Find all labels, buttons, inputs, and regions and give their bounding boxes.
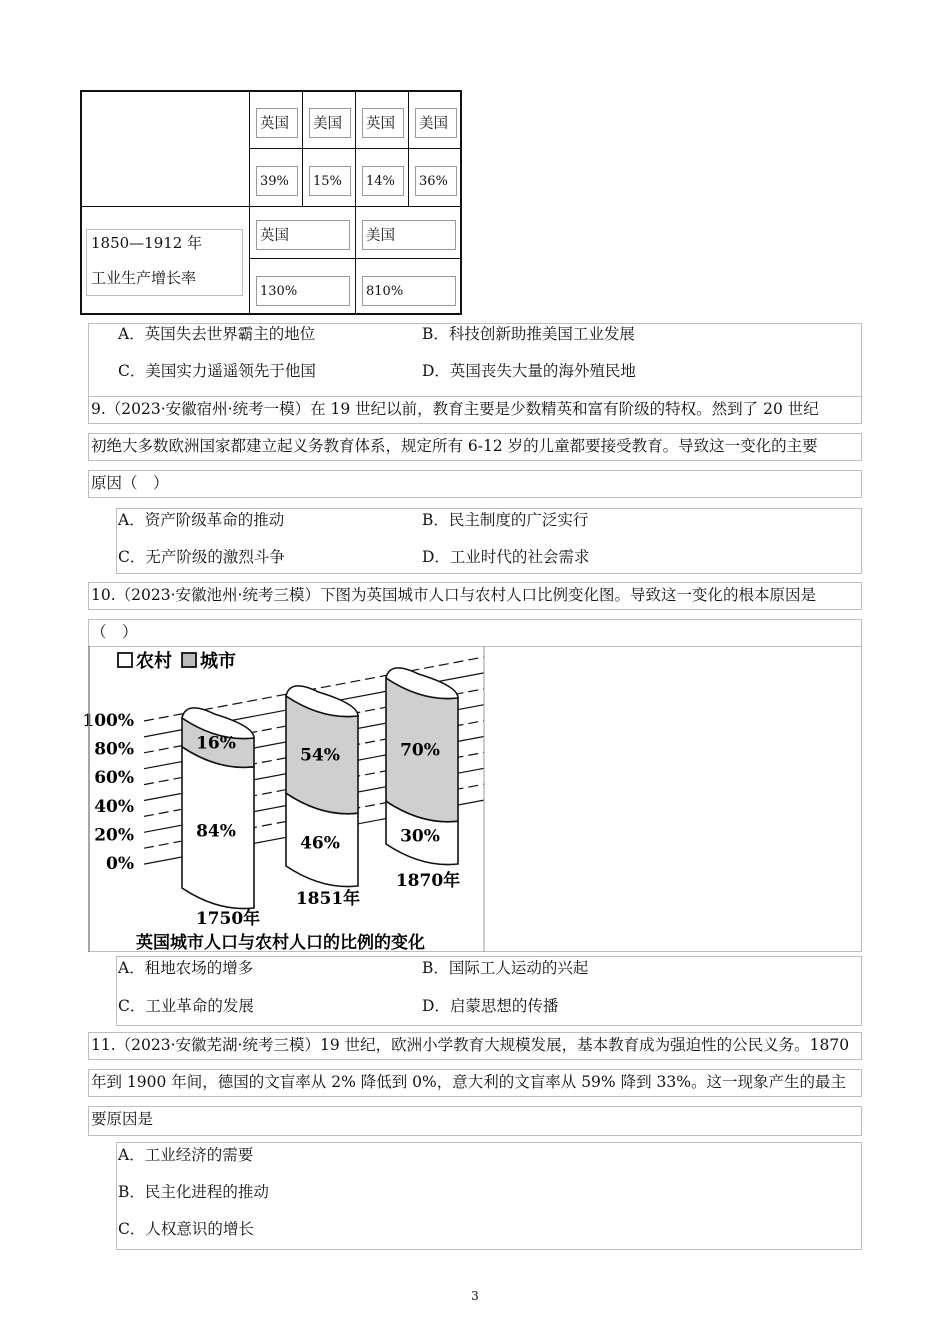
q11-stem-line2: 年到 1900 年间，德国的文盲率从 2% 降低到 0%，意大利的文盲率从 59% 降到 33%。这一现象产生的最主 xyxy=(91,1073,846,1091)
q11-line3-box xyxy=(88,1106,862,1136)
header-country-2: 美国 xyxy=(309,108,351,138)
bar-label-rural: 46% xyxy=(300,833,340,854)
q9-line3-box xyxy=(88,470,862,498)
cylinder-bar-2 xyxy=(286,686,360,909)
q8-option-b[interactable]: B．科技创新助推美国工业发展 xyxy=(422,325,635,343)
page-number: 3 xyxy=(471,1289,479,1303)
q10-option-b[interactable]: B．国际工人运动的兴起 xyxy=(422,959,589,977)
header-share-2: 15% xyxy=(309,166,351,196)
y-tick-label: 20% xyxy=(94,825,134,846)
y-tick-label: 100% xyxy=(82,711,134,731)
q10-stem-line1: 10.（2023·安徽池州·统考三模）下图为英国城市人口与农村人口比例变化图。导致这一变化的根本原因是 xyxy=(91,586,816,604)
header-share-1: 39% xyxy=(256,166,298,196)
chart-title: 英国城市人口与农村人口的比例的变化 xyxy=(136,933,425,953)
q11-option-a[interactable]: A．工业经济的需要 xyxy=(118,1146,254,1164)
q11-stem-line3: 要原因是 xyxy=(91,1110,154,1128)
category-label: 1851年 xyxy=(295,889,361,909)
q10-line2-box xyxy=(88,619,862,647)
q11-option-b[interactable]: B．民主化进程的推动 xyxy=(118,1183,269,1201)
y-tick-label: 40% xyxy=(94,796,134,817)
q9-stem-line1: 9.（2023·安徽宿州·统考一模）在 19 世纪以前，教育主要是少数精英和富有阶级的特权。然到了 20 世纪 xyxy=(91,400,819,418)
q9-option-d[interactable]: D．工业时代的社会需求 xyxy=(422,548,590,566)
y-tick-label: 60% xyxy=(94,768,134,789)
growth-value-us: 810% xyxy=(362,276,456,306)
row-label-line1: 1850—1912 年 xyxy=(91,234,203,252)
q9-option-b[interactable]: B．民主制度的广泛实行 xyxy=(422,511,589,529)
q11-stem-line1: 11.（2023·安徽芜湖·统考三模）19 世纪，欧洲小学教育大规模发展，基本教育成为强迫性的公民义务。1870 xyxy=(91,1036,850,1054)
q11-option-c[interactable]: C．人权意识的增长 xyxy=(118,1220,254,1238)
q9-option-a[interactable]: A．资产阶级革命的推动 xyxy=(118,511,285,529)
q10-option-a[interactable]: A．租地农场的增多 xyxy=(118,959,254,977)
category-label: 1870年 xyxy=(395,871,461,891)
y-axis-ticks xyxy=(82,711,134,874)
legend-swatch-urban xyxy=(182,653,196,667)
q9-option-c[interactable]: C．无产阶级的激烈斗争 xyxy=(118,548,285,566)
y-tick-label: 0% xyxy=(106,854,134,874)
bar-label-urban: 16% xyxy=(196,733,236,754)
q10-stem-line2: （ ） xyxy=(91,623,138,641)
cylinder-bar-1 xyxy=(182,708,260,929)
q8-option-a[interactable]: A．英国失去世界霸主的地位 xyxy=(118,325,316,343)
header-country-1: 英国 xyxy=(256,108,298,138)
q8-option-c[interactable]: C．美国实力遥遥领先于他国 xyxy=(118,362,316,380)
q10-option-c[interactable]: C．工业革命的发展 xyxy=(118,997,254,1015)
bar-label-urban: 70% xyxy=(400,740,440,761)
growth-value-uk: 130% xyxy=(256,276,350,306)
bar-label-rural: 84% xyxy=(196,821,236,842)
legend-label-urban: 城市 xyxy=(200,651,236,672)
header-share-3: 14% xyxy=(362,166,404,196)
header-country-3: 英国 xyxy=(362,108,404,138)
row-label-line2: 工业生产增长率 xyxy=(91,269,197,287)
bar-label-urban: 54% xyxy=(300,745,340,766)
population-chart xyxy=(82,646,488,953)
header-country-4: 美国 xyxy=(415,108,457,138)
cylinder-bar-3 xyxy=(386,668,460,891)
bar-label-rural: 30% xyxy=(400,826,440,847)
legend-swatch-rural xyxy=(118,653,132,667)
category-label: 1750年 xyxy=(195,909,261,929)
y-tick-label: 80% xyxy=(94,739,134,760)
q10-option-d[interactable]: D．启蒙思想的传播 xyxy=(422,997,559,1015)
q9-stem-line3: 原因（ ） xyxy=(91,474,169,492)
growth-country-us: 美国 xyxy=(362,220,456,250)
q9-stem-line2: 初绝大多数欧洲国家都建立起义务教育体系，规定所有 6-12 岁的儿童都要接受教育。导致这一变化的主要 xyxy=(91,437,818,455)
q8-option-d[interactable]: D．英国丧失大量的海外殖民地 xyxy=(422,362,636,380)
header-share-4: 36% xyxy=(415,166,457,196)
chart-bars xyxy=(182,668,460,929)
legend-label-rural: 农村 xyxy=(136,651,172,672)
row-label xyxy=(86,229,243,296)
growth-country-uk: 英国 xyxy=(256,220,350,250)
